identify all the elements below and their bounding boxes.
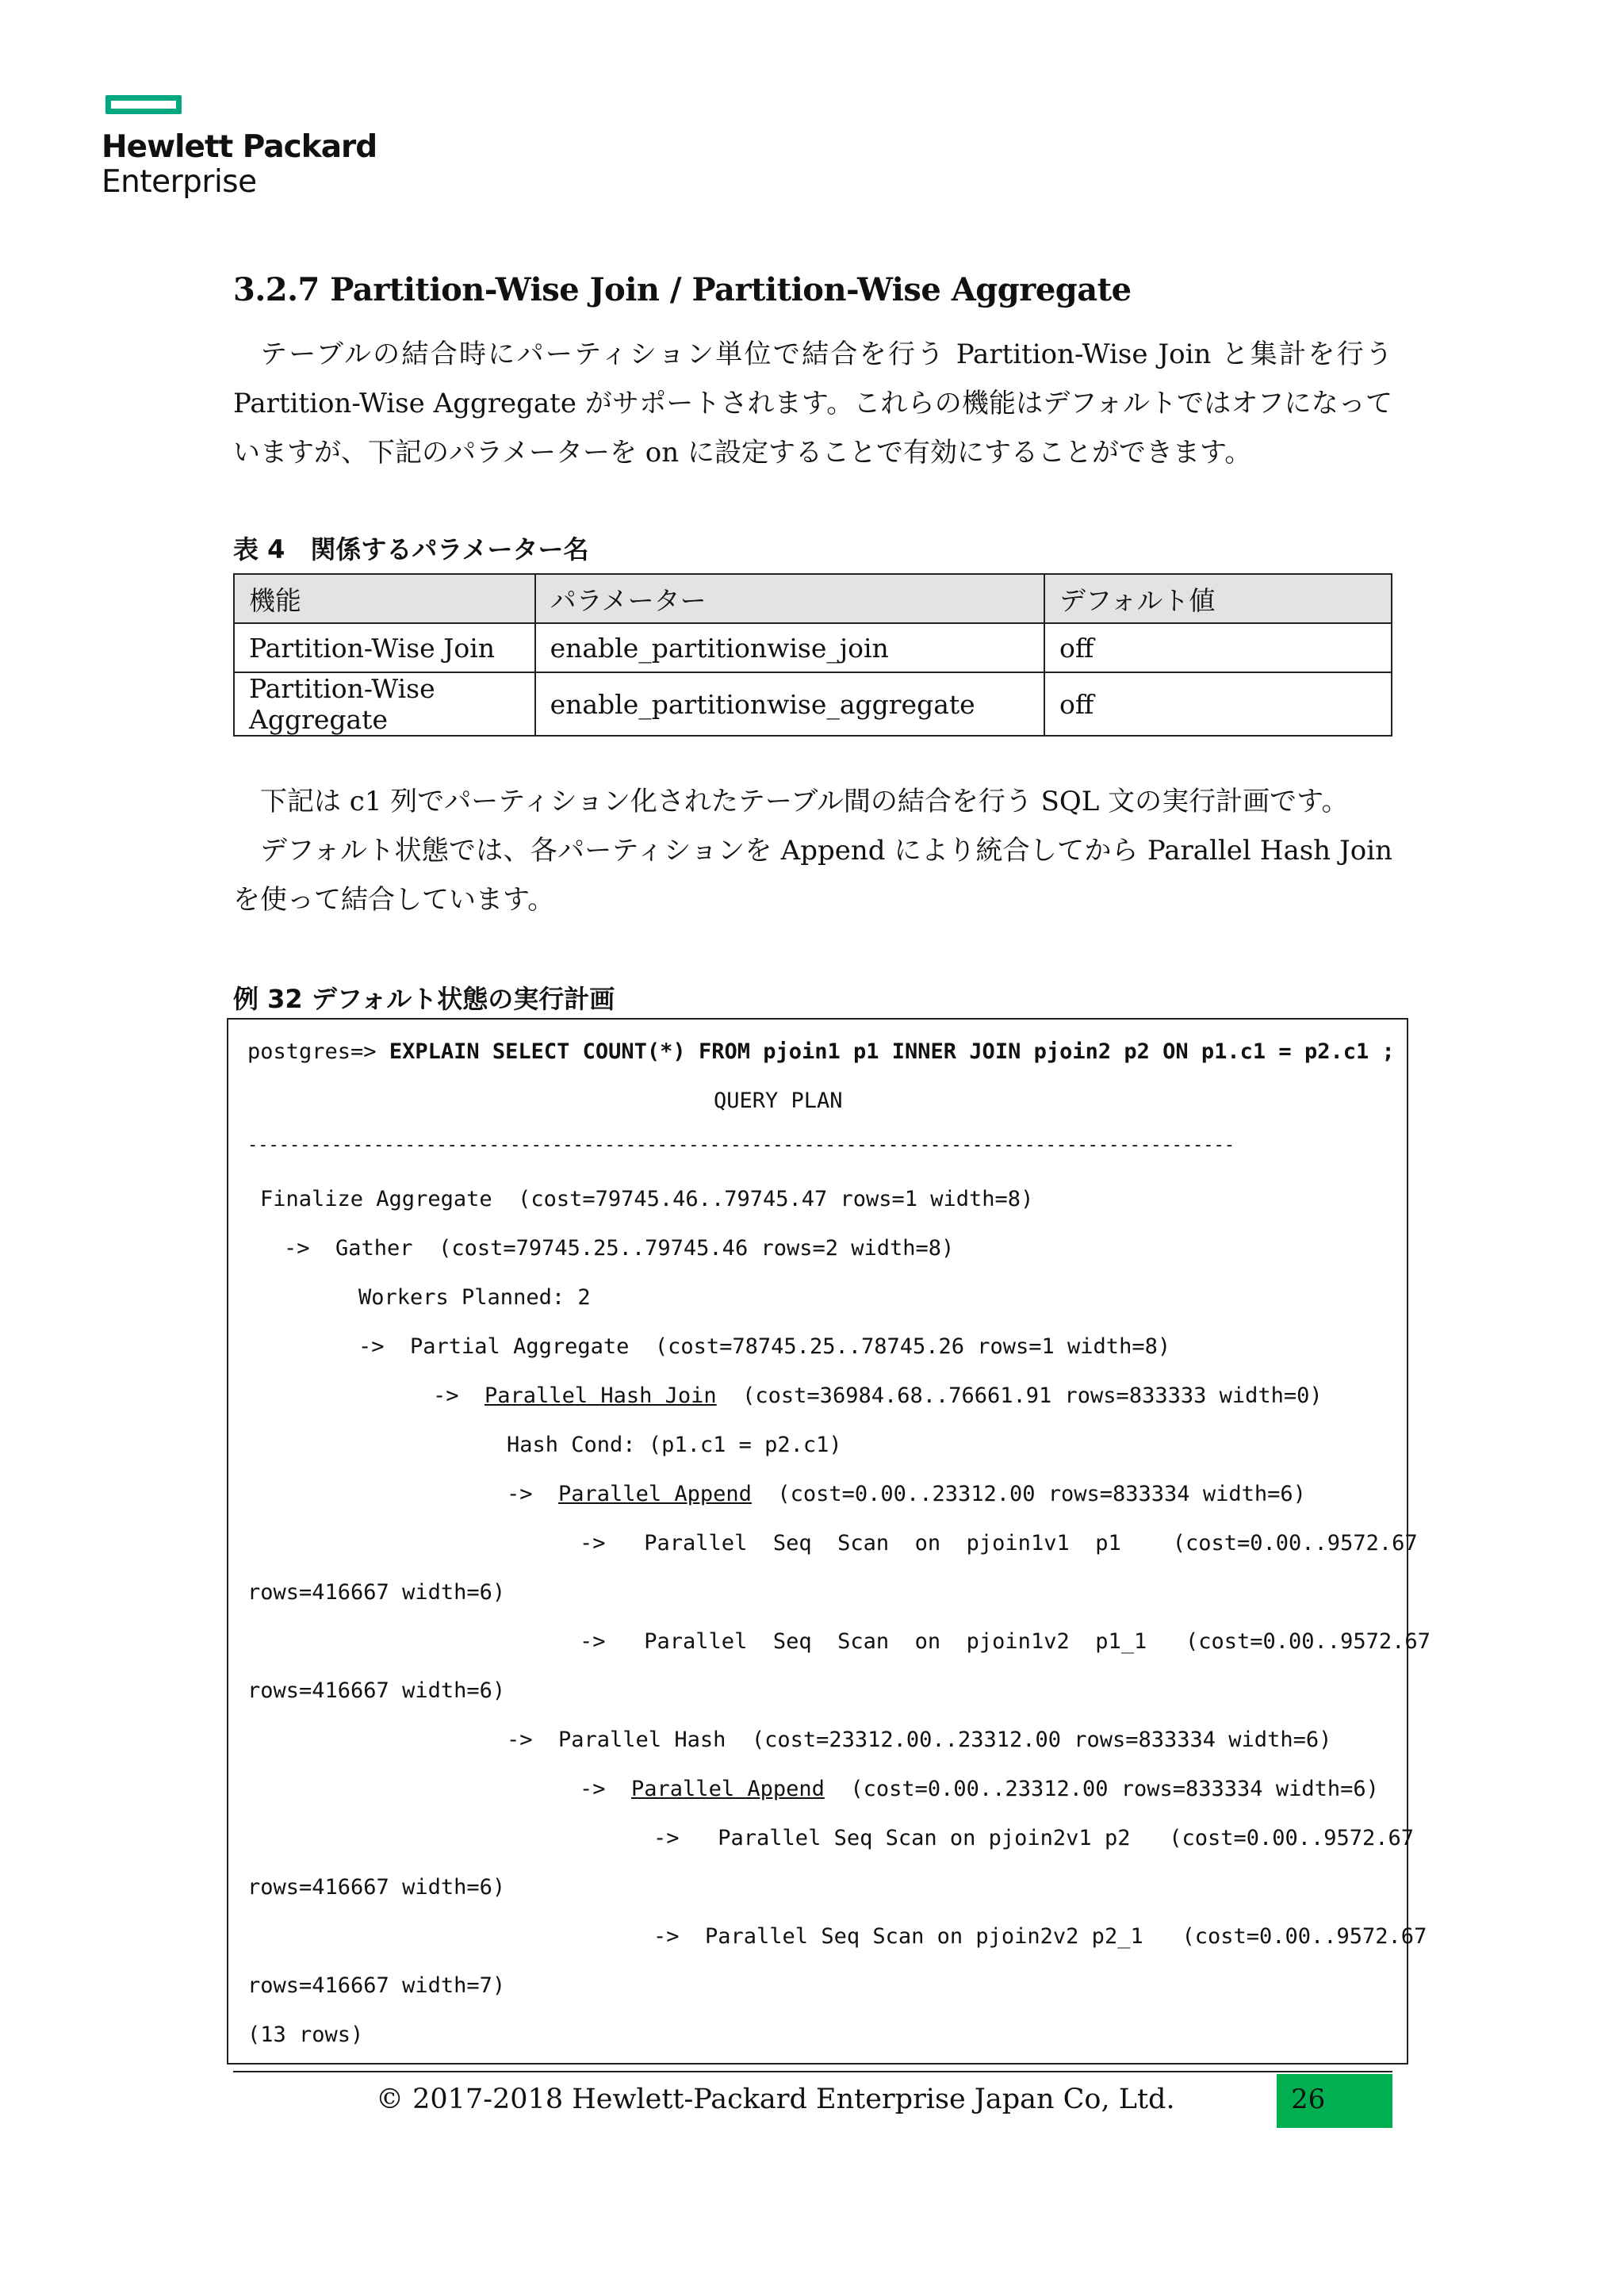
table-row [234,623,1392,672]
section-heading: 3.2.7 Partition-Wise Join / Partition-Wise Aggregate [233,271,1132,308]
plan-line: -> Parallel Seq Scan on pjoin1v2 p1_1 (cost=0.00..9572.67 [580,1629,1431,1654]
plan-line-wrap: rows=416667 width=6) [247,1580,506,1605]
body-text-1: 下記は c1 列でパーティション化されたテーブル間の結合を行う SQL 文の実行計画です。 [260,786,1349,817]
footer-copyright: © 2017-2018 Hewlett-Packard Enterprise Japan Co, Ltd. [376,2084,1175,2115]
cell-default: off [1044,672,1392,736]
plan-header: QUERY PLAN [714,1089,843,1113]
col-header-feature: 機能 [234,574,535,623]
plan-line: -> Parallel Seq Scan on pjoin1v1 p1 (cost=0.00..9572.67 [580,1531,1418,1556]
intro-paragraph [233,330,1392,477]
cell-default: off [1044,623,1392,672]
plan-arrow: -> [433,1383,485,1408]
psql-prompt: postgres=> [247,1039,389,1064]
cell-parameter: enable_partitionwise_join [535,623,1044,672]
plan-line: -> Parallel Seq Scan on pjoin2v2 p2_1 (cost=0.00..9572.67 [653,1924,1427,1949]
body-text-2: デフォルト状態では、各パーティションを Append により統合してから Parallel Hash Join を使って結合しています。 [233,835,1392,916]
plan-line [507,1482,1306,1506]
cell-feature: Partition-Wise Join [234,623,535,672]
plan-line [433,1383,1323,1408]
page-number-badge [1277,2074,1392,2128]
plan-node-cost: (cost=0.00..23312.00 rows=833334 width=6) [824,1777,1379,1801]
plan-line-wrap: rows=416667 width=6) [247,1678,506,1703]
plan-line: Workers Planned: 2 [358,1285,591,1310]
rows-count: (13 rows) [247,2022,364,2047]
body-paragraph [233,777,1392,924]
logo-line1: Hewlett Packard [102,129,377,165]
table-row [234,672,1392,736]
hpe-logo [102,130,377,199]
sql-command-line [247,1039,1395,1064]
intro-text: テーブルの結合時にパーティション単位で結合を行う Partition-Wise Join と集計を行う Partition-Wise Aggregate がサポートされます。これらの機能はデフォルトではオフになっていますが、下記のパラメーターを on に設定することで有効にすることができます。 [233,339,1392,469]
plan-node-name: Parallel Hash Join [485,1383,717,1408]
plan-line [580,1777,1379,1801]
plan-line: Hash Cond: (p1.c1 = p2.c1) [507,1433,842,1457]
parameter-table [233,573,1392,737]
plan-node-name: Parallel Append [558,1482,752,1506]
plan-line-wrap: rows=416667 width=6) [247,1875,506,1900]
col-header-parameter: パラメーター [535,574,1044,623]
table-header-row [234,574,1392,623]
plan-arrow: -> [580,1777,632,1801]
page-number: 26 [1291,2084,1326,2115]
plan-line: Finalize Aggregate (cost=79745.46..79745.47 rows=1 width=8) [260,1187,1034,1211]
plan-line: -> Parallel Hash (cost=23312.00..23312.00 rows=833334 width=6) [507,1728,1332,1752]
plan-line: -> Partial Aggregate (cost=78745.25..78745.26 rows=1 width=8) [358,1334,1171,1359]
plan-node-cost: (cost=36984.68..76661.91 rows=833333 width=0) [716,1383,1323,1408]
plan-node-cost: (cost=0.00..23312.00 rows=833334 width=6) [751,1482,1306,1506]
plan-arrow: -> [507,1482,559,1506]
cell-parameter: enable_partitionwise_aggregate [535,672,1044,736]
col-header-default: デフォルト値 [1044,574,1392,623]
plan-line: -> Gather (cost=79745.25..79745.46 rows=2 width=8) [284,1236,955,1261]
hpe-logo-mark [105,95,182,114]
plan-node-name: Parallel Append [631,1777,825,1801]
example-caption: 例 32 デフォルト状態の実行計画 [233,984,615,1014]
plan-line-wrap: rows=416667 width=7) [247,1973,506,1998]
cell-feature: Partition-Wise Aggregate [234,672,535,736]
footer-divider [233,2071,1392,2072]
plan-line: -> Parallel Seq Scan on pjoin2v1 p2 (cost=0.00..9572.67 [653,1826,1415,1850]
logo-line2: Enterprise [102,163,257,200]
plan-separator: ---------------------------------------------------------------------------------------------- [247,1135,1235,1155]
sql-query: EXPLAIN SELECT COUNT(*) FROM pjoin1 p1 INNER JOIN pjoin2 p2 ON p1.c1 = p2.c1 ; [389,1039,1395,1064]
table-caption: 表 4 関係するパラメーター名 [233,534,589,564]
